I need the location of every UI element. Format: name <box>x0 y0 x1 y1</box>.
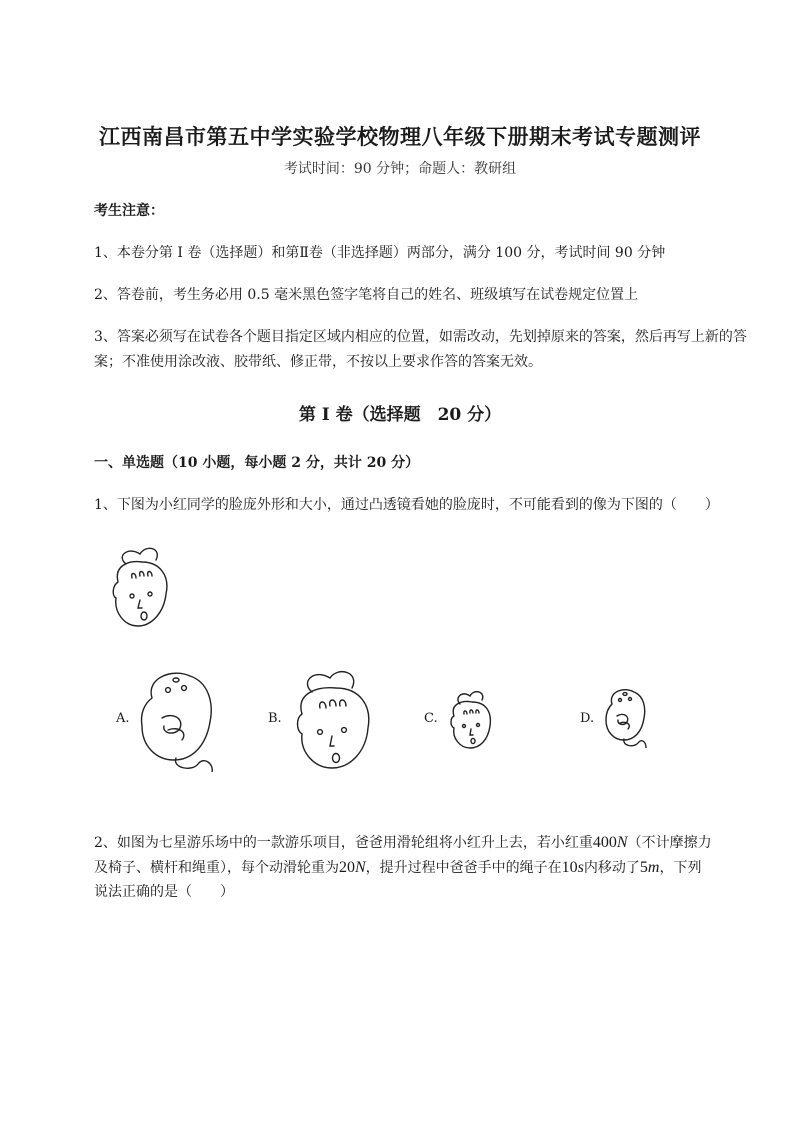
option-d-label[interactable]: D. <box>580 711 595 726</box>
notice-item-3: 3、答案必须写在试卷各个题目指定区域内相应的位置，如需改动，先划掉原来的答案，然后再写上新的答案；不准使用涂改液、胶带纸、修正带，不按以上要求作答的答案无效。 <box>94 329 747 370</box>
question-2-pulley-value: 20 <box>339 859 355 876</box>
question-2-time-value: 10 <box>561 859 578 876</box>
face-upright-small-icon[interactable] <box>446 688 496 754</box>
face-inverted-small-icon[interactable] <box>600 686 650 748</box>
question-2-line-1 <box>94 830 754 856</box>
option-a-label[interactable]: A. <box>116 711 130 726</box>
option-c-label[interactable]: C. <box>424 711 438 726</box>
question-2-weight-value: 400 <box>592 834 617 851</box>
question-2-line-2 <box>94 855 754 881</box>
question-2-line-3: 说法正确的是（ ） <box>94 884 234 900</box>
question-2-text: 内移动了 <box>583 860 640 876</box>
face-inverted-large-icon[interactable] <box>132 668 224 772</box>
notice-heading: 考生注意： <box>94 203 164 219</box>
part-heading: 一、单选题（10 小题，每小题 2 分，共计 20 分） <box>94 455 420 471</box>
notice-item-2: 2、答卷前，考生务必用 0.5 毫米黑色签字笔将自己的姓名、班级填写在试卷规定位置上 <box>94 287 639 303</box>
question-2-weight-unit: N <box>616 834 628 851</box>
question-2-text: ，下列 <box>659 860 702 876</box>
question-2-distance-unit: m <box>647 859 660 876</box>
notice-item-1: 1、本卷分第 I 卷（选择题）和第Ⅱ卷（非选择题）两部分，满分 100 分，考试时间 90 分钟 <box>94 245 666 261</box>
exam-subtitle: 考试时间：90 分钟；命题人：教研组 <box>283 161 517 177</box>
question-2-pulley-unit: N <box>355 859 366 876</box>
question-2-text: （不计摩擦力 <box>627 835 712 851</box>
question-2-time-unit: s <box>577 859 584 876</box>
question-2-distance-value: 5 <box>639 859 648 876</box>
section-title: 第 I 卷（选择题 20 分） <box>298 405 502 425</box>
question-2-text: 2、如图为七星游乐场中的一款游乐项目，爸爸用滑轮组将小红升上去，若小红重 <box>94 835 593 851</box>
question-2-text: 及椅子、横杆和绳重），每个动滑轮重为 <box>94 860 339 876</box>
question-1-stem: 1、下图为小红同学的脸庞外形和大小，通过凸透镜看她的脸庞时，不可能看到的像为下图的（ ） <box>94 497 719 513</box>
option-b-label[interactable]: B. <box>268 711 282 726</box>
question-2-text: ，提升过程中爸爸手中的绳子在 <box>365 860 562 876</box>
face-original-icon <box>106 542 176 634</box>
exam-title: 江西南昌市第五中学实验学校物理八年级下册期末考试专题测评 <box>99 124 701 149</box>
face-upright-large-icon[interactable] <box>290 666 380 776</box>
